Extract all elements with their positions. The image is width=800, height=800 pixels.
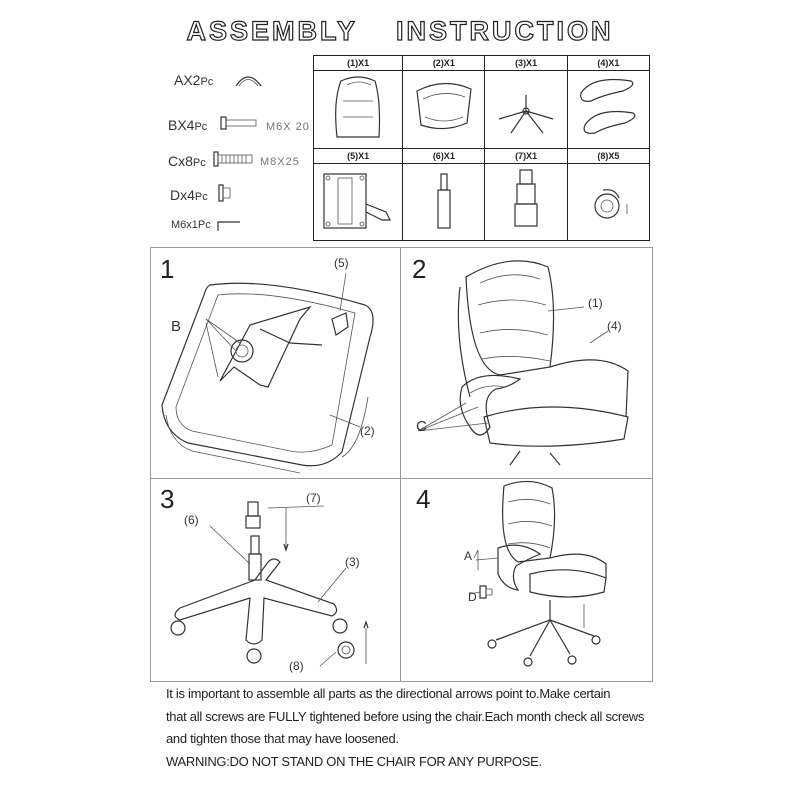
part-2-label: (2)X1 (403, 56, 484, 71)
bolt-icon (220, 115, 260, 131)
step-3-callout-8: (8) (289, 659, 304, 673)
part-4 (567, 56, 649, 149)
step-3-base-illustration (150, 478, 399, 680)
part-8 (567, 148, 649, 241)
hardware-c-unit: Pc (192, 157, 206, 169)
hardware-b-unit: Pc (194, 121, 208, 133)
hardware-wrench (171, 219, 211, 231)
step-4-callout-d: D (468, 590, 477, 604)
hardware-d-code: Dx4 (170, 187, 195, 203)
part-6 (403, 148, 485, 241)
part-1-label: (1)X1 (314, 56, 402, 71)
step-4-assembled-illustration (400, 478, 651, 680)
part-4-label: (4)X1 (568, 56, 649, 71)
step-1-seat-illustration (150, 247, 399, 477)
mechanism-plate-icon (320, 164, 396, 234)
hardware-c-size: M8X25 (260, 156, 300, 168)
step-3-callout-6: (6) (184, 513, 199, 527)
allen-key-icon (216, 220, 242, 232)
step-2-number: 2 (412, 254, 427, 284)
washer-icon (218, 184, 232, 202)
step-4-callout-a: A (464, 549, 473, 563)
instructions-line-1: It is important to assemble all parts as the directional arrows point to.Make certain (166, 686, 611, 701)
seat-icon (409, 71, 479, 141)
step-4-number: 4 (416, 484, 431, 514)
chair-back-icon (323, 71, 393, 141)
part-1 (314, 56, 403, 149)
step-3-number: 3 (160, 484, 175, 514)
instructions-line-3: and tighten those that may have loosened. (166, 731, 399, 746)
screw-icon (213, 151, 255, 167)
arc-clip-icon (234, 70, 264, 90)
step-1-callout-2: (2) (360, 424, 375, 438)
step-1-number: 1 (160, 254, 175, 284)
hardware-b-size: M6X 20 (266, 121, 310, 133)
step-2-callout-c: C (416, 418, 427, 435)
page-title (0, 16, 800, 47)
cylinder-cover-icon (491, 164, 561, 234)
hardware-b-code: BX4 (168, 117, 195, 133)
caster-icon (573, 164, 643, 234)
hardware-c (168, 153, 206, 169)
hardware-d (170, 187, 208, 203)
step-2-callout-1: (1) (588, 296, 603, 310)
part-3 (485, 56, 567, 149)
hardware-b (168, 117, 207, 133)
hardware-a (174, 72, 213, 88)
hardware-c-code: Cx8 (168, 153, 193, 169)
instructions-line-2: that all screws are FULLY tightened before using the chair.Each month check all screws (166, 708, 645, 724)
part-3-label: (3)X1 (485, 56, 566, 71)
hardware-a-unit: Pc (200, 76, 214, 88)
title-word-assembly: ASSEMBLY (186, 16, 358, 46)
title-word-instruction: INSTRUCTION (396, 16, 614, 46)
instructions-text (166, 683, 656, 773)
step-3-callout-7: (7) (306, 491, 321, 505)
part-8-label: (8)X5 (568, 149, 649, 164)
part-2 (403, 56, 485, 149)
hardware-d-unit: Pc (194, 191, 208, 203)
base-star-icon (491, 71, 561, 141)
parts-table (313, 55, 650, 241)
step-1-callout-5: (5) (334, 256, 349, 270)
hardware-a-code: AX2 (174, 72, 201, 88)
part-5-label: (5)X1 (314, 149, 402, 164)
step-3-callout-3: (3) (345, 555, 360, 569)
part-6-label: (6)X1 (403, 149, 484, 164)
step-1-callout-b: B (171, 318, 182, 335)
step-2-chair-illustration (400, 247, 651, 477)
gas-lift-icon (409, 164, 479, 234)
hardware-wrench-unit: Pc (197, 219, 211, 231)
part-5 (314, 148, 403, 241)
hardware-wrench-code: M6x1 (171, 219, 198, 231)
armrest-icon (573, 71, 643, 141)
warning-text: WARNING:DO NOT STAND ON THE CHAIR FOR ANY PURPOSE. (166, 753, 542, 769)
step-2-callout-4: (4) (607, 319, 622, 333)
part-7 (485, 148, 567, 241)
part-7-label: (7)X1 (485, 149, 566, 164)
